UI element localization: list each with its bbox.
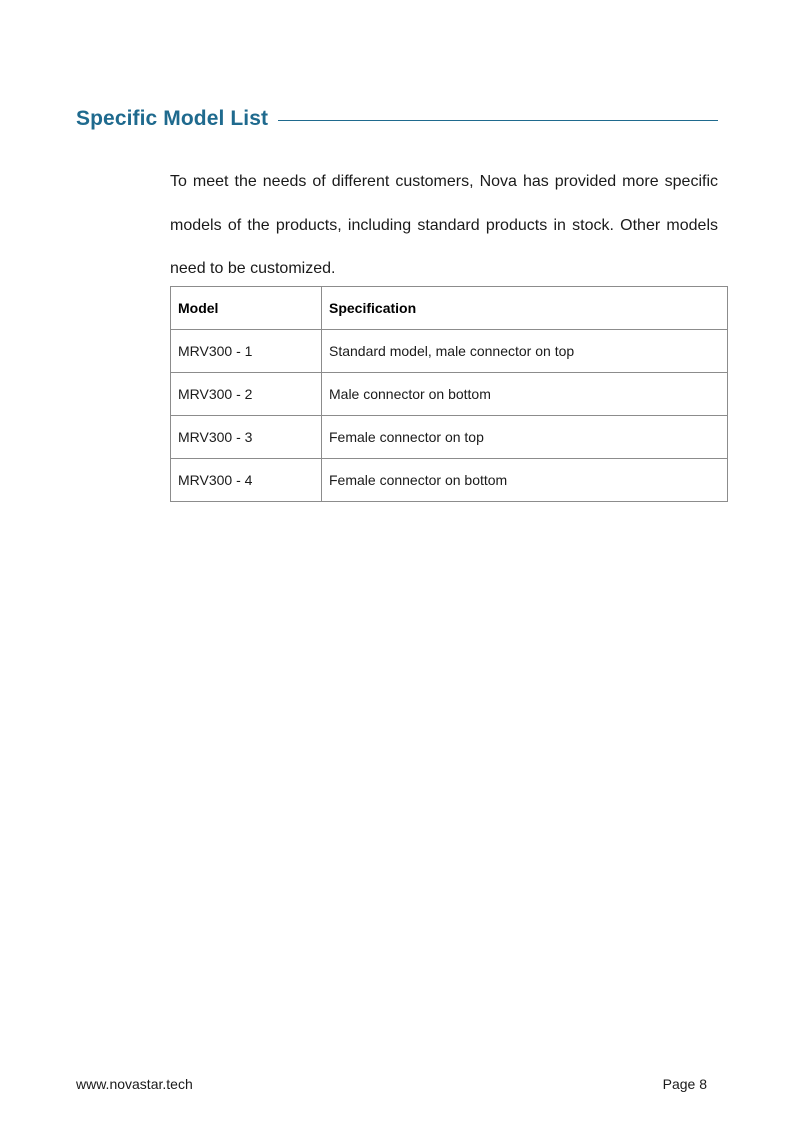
header-specification: Specification bbox=[322, 287, 728, 330]
title-rule bbox=[278, 120, 718, 121]
table-row bbox=[171, 459, 728, 502]
section-title: Specific Model List bbox=[76, 107, 269, 130]
model-cell: MRV300 - 3 bbox=[171, 416, 322, 459]
model-cell: MRV300 - 1 bbox=[171, 330, 322, 373]
intro-paragraph: To meet the needs of different customers, Nova has provided more specific models of the products, including standard products in stock. Other models need to be customized. bbox=[170, 173, 718, 277]
footer-website: www.novastar.tech bbox=[76, 1076, 193, 1092]
header-model: Model bbox=[171, 287, 322, 330]
specification-cell: Female connector on top bbox=[322, 416, 728, 459]
specification-cell: Male connector on bottom bbox=[322, 373, 728, 416]
model-cell: MRV300 - 2 bbox=[171, 373, 322, 416]
specification-cell: Female connector on bottom bbox=[322, 459, 728, 502]
specification-cell: Standard model, male connector on top bbox=[322, 330, 728, 373]
model-cell: MRV300 - 4 bbox=[171, 459, 322, 502]
model-spec-table bbox=[170, 286, 728, 502]
table-row bbox=[171, 416, 728, 459]
section-header bbox=[76, 103, 718, 135]
table-row bbox=[171, 330, 728, 373]
table-header-row bbox=[171, 287, 728, 330]
table-row bbox=[171, 373, 728, 416]
footer-page-number: Page 8 bbox=[662, 1076, 707, 1092]
